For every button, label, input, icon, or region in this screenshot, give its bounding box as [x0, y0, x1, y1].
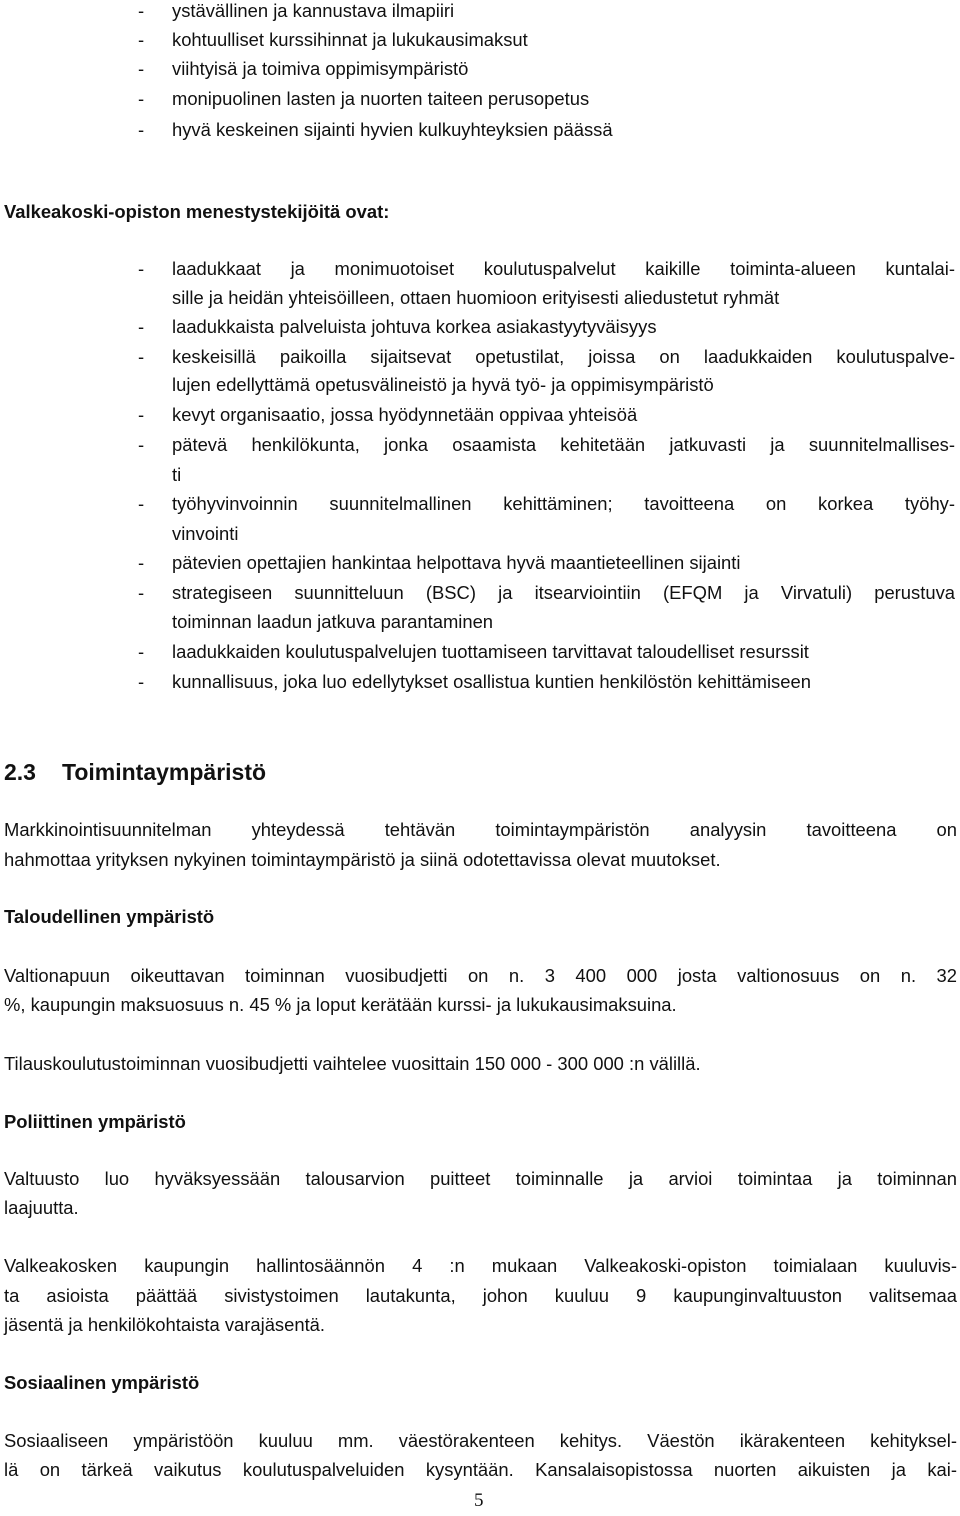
list-item-line: strategiseen suunnitteluun (BSC) ja itsearviointiin (EFQM ja Virvatuli) perustuva [172, 582, 955, 603]
list-dash: - [138, 434, 145, 455]
list-item: hyvä keskeinen sijainti hyvien kulkuyhteyksien päässä [172, 119, 613, 140]
success-factors-heading: Valkeakoski-opiston menestystekijöitä ovat: [4, 201, 390, 222]
list-dash: - [138, 88, 145, 109]
page-number: 5 [474, 1490, 484, 1511]
paragraph-line: lä on tärkeä vaikutus koulutuspalveluiden kysyntään. Kansalaisopistossa nuorten aikuisten ja kai- [4, 1459, 957, 1480]
paragraph-line: hahmottaa yrityksen nykyinen toimintaympäristö ja siinä odotettavissa olevat muutokset. [4, 849, 721, 870]
list-item-line: työhyvinvoinnin suunnitelmallinen kehittäminen; tavoitteena on korkea työhy- [172, 493, 955, 514]
list-item-line: kevyt organisaatio, jossa hyödynnetään oppivaa yhteisöä [172, 404, 638, 425]
paragraph-line: Markkinointisuunnitelman yhteydessä tehtävän toimintaympäristön analyysin tavoitteena on [4, 819, 957, 840]
list-dash: - [138, 404, 145, 425]
paragraph-line: Sosiaaliseen ympäristöön kuuluu mm. väestörakenteen kehitys. Väestön ikärakenteen kehityksel- [4, 1430, 957, 1451]
list-item-line: toiminnan laadun jatkuva parantaminen [172, 611, 494, 632]
political-heading: Poliittinen ympäristö [4, 1111, 186, 1132]
list-dash: - [138, 29, 145, 50]
list-item-line: laadukkaista palveluista johtuva korkea asiakastyytyväisyys [172, 316, 657, 337]
paragraph-line: Valkeakosken kaupungin hallintosäännön 4 :n mukaan Valkeakoski-opiston toimialaan kuuluvis- [4, 1255, 957, 1276]
list-dash: - [138, 641, 145, 662]
paragraph-line: ta asioista päättää sivistystoimen lautakunta, johon kuuluu 9 kaupunginvaltuuston valitsemaa [4, 1285, 957, 1306]
paragraph-line: %, kaupungin maksuosuus n. 45 % ja loput kerätään kurssi- ja lukukausimaksuina. [4, 994, 677, 1015]
list-dash: - [138, 119, 145, 140]
list-item-line: ti [172, 464, 182, 485]
list-item-line: vinvointi [172, 523, 239, 544]
list-item: kohtuulliset kurssihinnat ja lukukausimaksut [172, 29, 528, 50]
list-item-line: keskeisillä paikoilla sijaitsevat opetustilat, joissa on laadukkaiden koulutuspalve- [172, 346, 955, 367]
section-title: Toimintaympäristö [61, 759, 267, 785]
list-dash: - [138, 316, 145, 337]
paragraph-line: Tilauskoulutustoiminnan vuosibudjetti vaihtelee vuosittain 150 000 - 300 000 :n välillä. [4, 1053, 701, 1074]
list-item-line: pätevä henkilökunta, jonka osaamista kehitetään jatkuvasti ja suunnitelmallises- [172, 434, 955, 455]
section-heading [4, 757, 266, 787]
list-dash: - [138, 58, 145, 79]
paragraph-line: jäsentä ja henkilökohtaista varajäsentä. [4, 1314, 326, 1335]
list-item-line: laadukkaat ja monimuotoiset koulutuspalvelut kaikille toiminta-alueen kuntalai- [172, 258, 955, 279]
list-item-line: laadukkaiden koulutuspalvelujen tuottamiseen tarvittavat taloudelliset resurssit [172, 641, 809, 662]
list-item: ystävällinen ja kannustava ilmapiiri [172, 0, 455, 21]
section-number: 2.3 [4, 759, 36, 785]
list-dash: - [138, 552, 145, 573]
list-item: monipuolinen lasten ja nuorten taiteen perusopetus [172, 88, 590, 109]
list-item-line: sille ja heidän yhteisöilleen, ottaen huomioon erityisesti aliedustetut ryhmät [172, 287, 780, 308]
paragraph-line: laajuutta. [4, 1197, 79, 1218]
list-dash: - [138, 671, 145, 692]
list-dash: - [138, 346, 145, 367]
list-item-line: pätevien opettajien hankintaa helpottava hyvä maantieteellinen sijainti [172, 552, 741, 573]
paragraph-line: Valtuusto luo hyväksyessään talousarvion puitteet toiminnalle ja arvioi toimintaa ja toiminnan [4, 1168, 957, 1189]
list-dash: - [138, 493, 145, 514]
list-dash: - [138, 0, 145, 21]
list-item-line: lujen edellyttämä opetusvälineistö ja hyvä työ- ja oppimisympäristö [172, 374, 714, 395]
list-dash: - [138, 258, 145, 279]
paragraph-line: Valtionapuun oikeuttavan toiminnan vuosibudjetti on n. 3 400 000 josta valtionosuus on n. 32 [4, 965, 957, 986]
economic-heading: Taloudellinen ympäristö [4, 906, 215, 927]
social-heading: Sosiaalinen ympäristö [4, 1372, 200, 1393]
list-dash: - [138, 582, 145, 603]
list-item-line: kunnallisuus, joka luo edellytykset osallistua kuntien henkilöstön kehittämiseen [172, 671, 811, 692]
list-item: viihtyisä ja toimiva oppimisympäristö [172, 58, 469, 79]
